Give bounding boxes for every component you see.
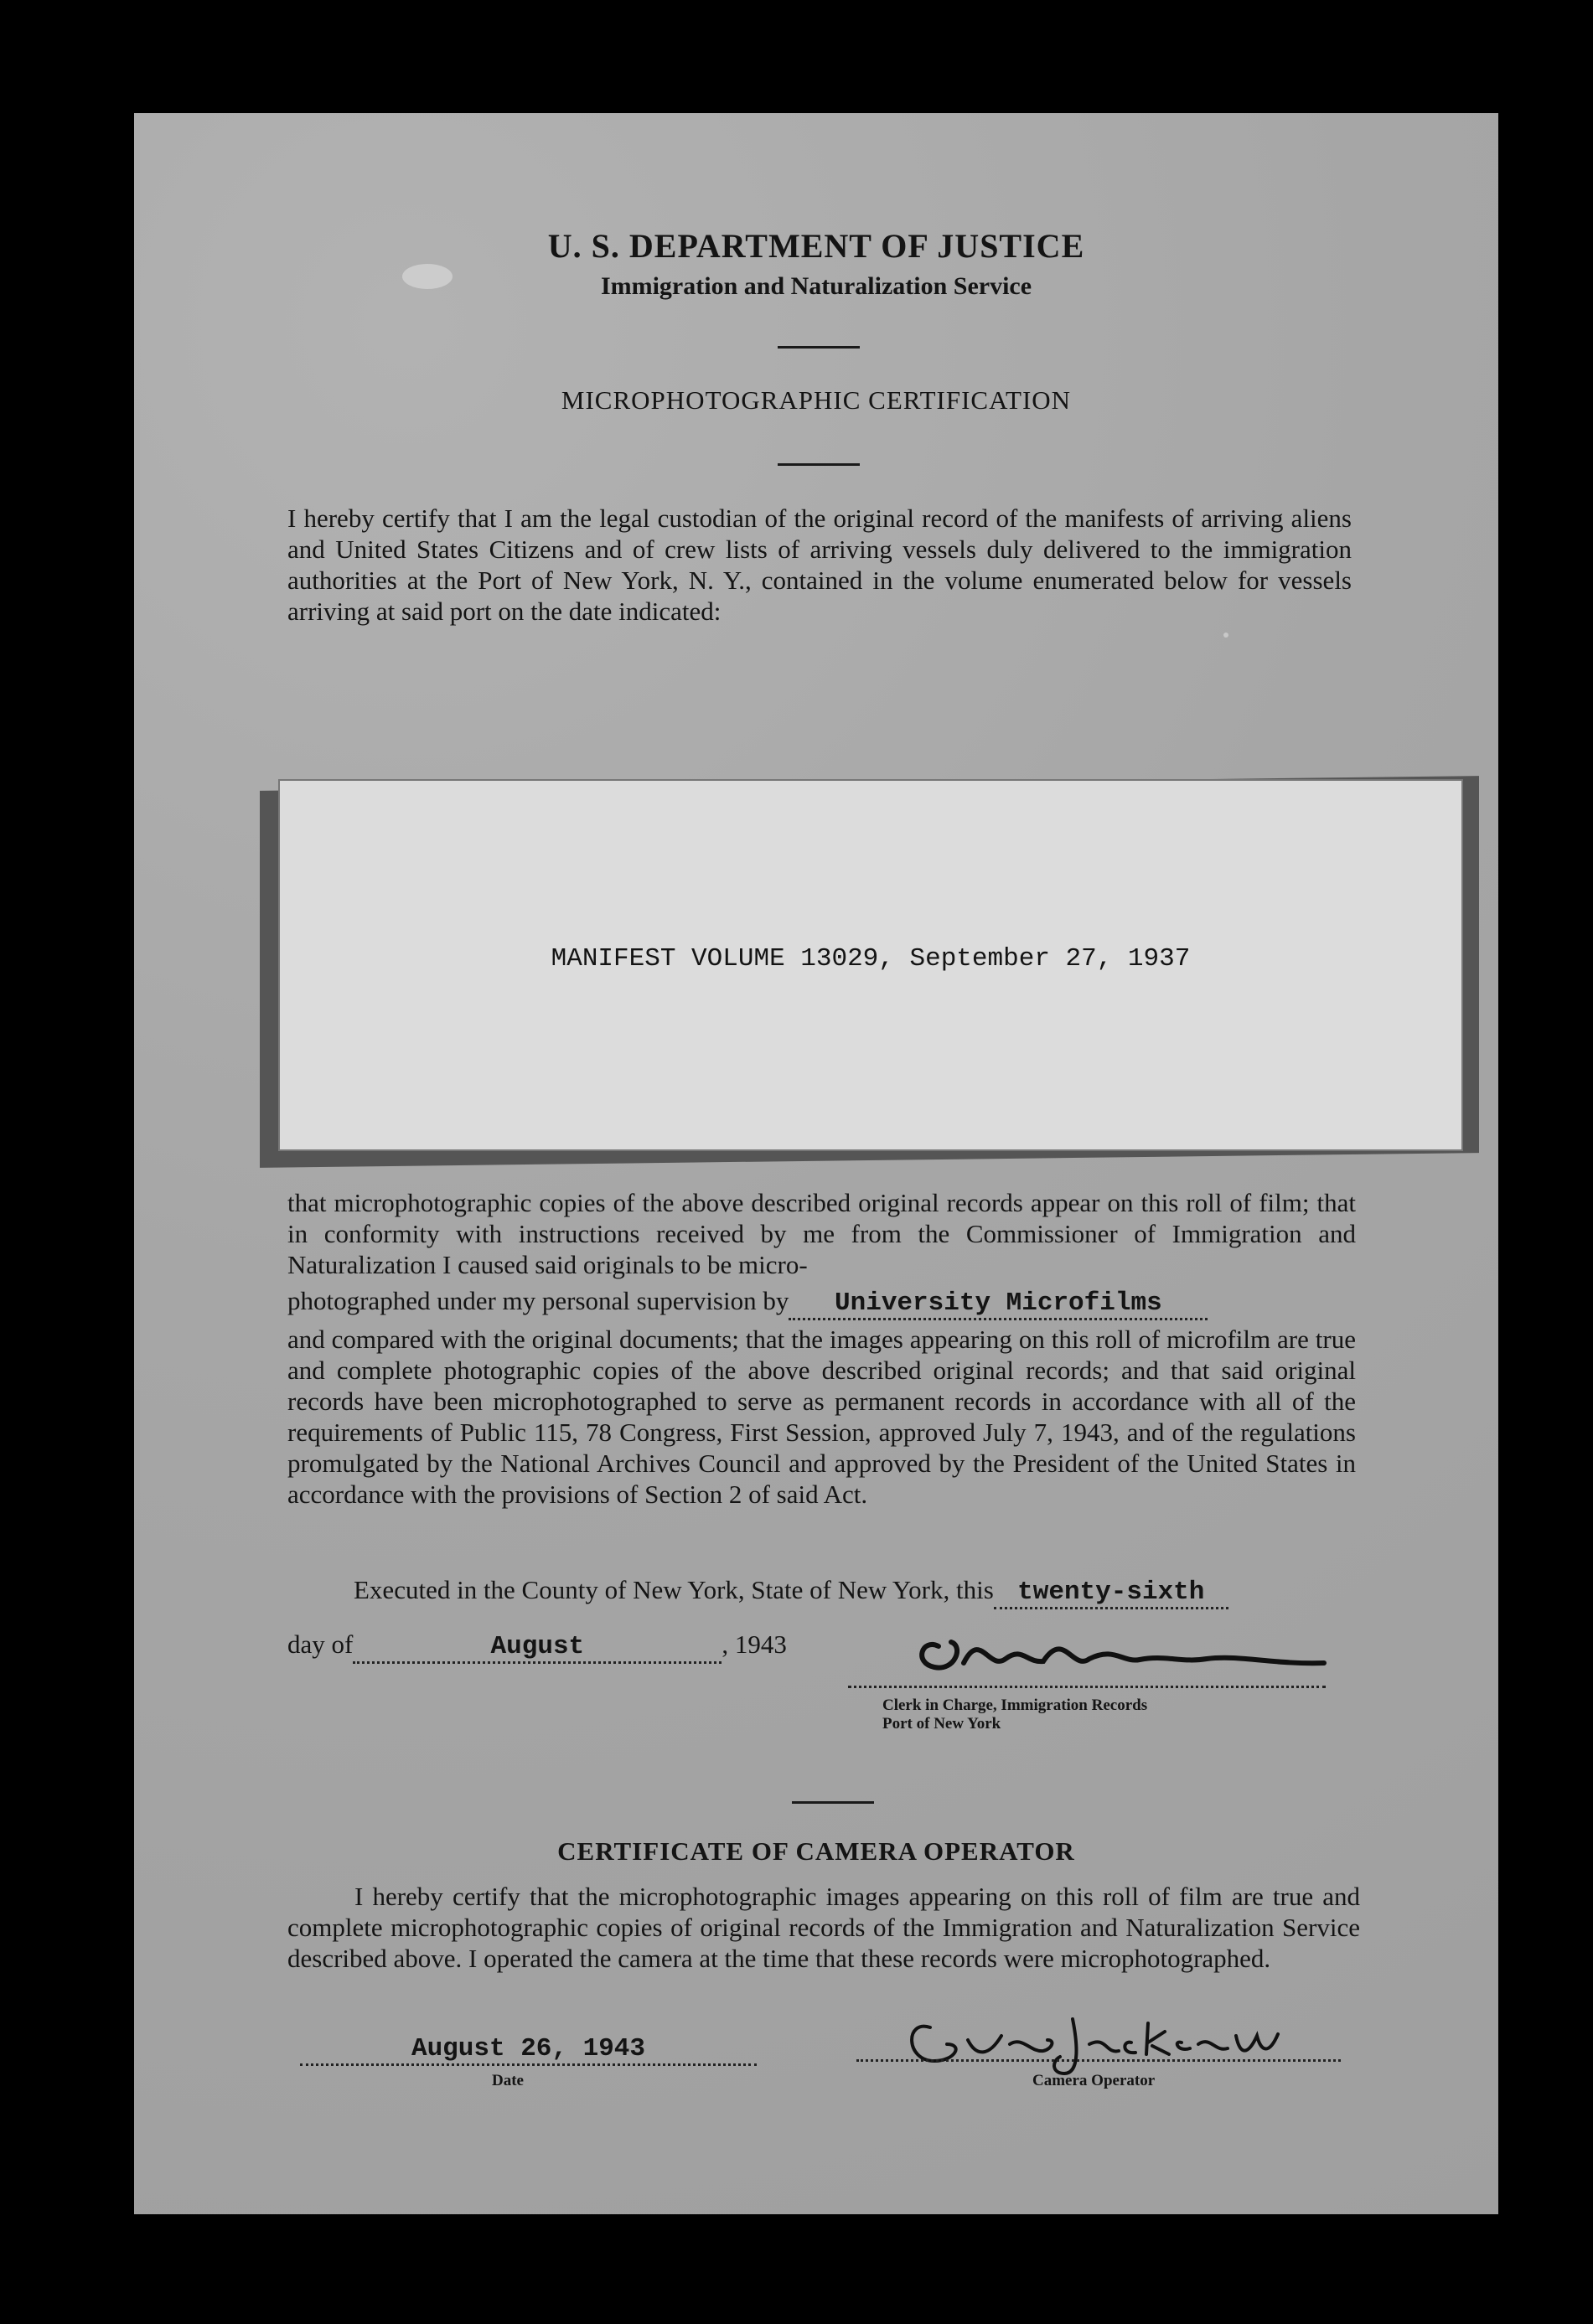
divider — [778, 463, 860, 466]
clerk-port: Port of New York — [882, 1715, 1001, 1733]
camera-certificate-title: CERTIFICATE OF CAMERA OPERATOR — [557, 1836, 1075, 1866]
paper-speck — [1223, 633, 1228, 638]
supervision-prefix: photographed under my personal supervision by — [287, 1286, 789, 1315]
department-heading: U. S. DEPARTMENT OF JUSTICE — [547, 227, 1085, 265]
execution-month: August — [490, 1632, 585, 1661]
intro-paragraph: I hereby certify that I am the legal custodian of the original record of the manifests of arriving aliens and United States Citizens and of crew lists of arriving vessels duly delivered to the immigration authorities at the Port of New York, N. Y., contained in the volume enumerated below for vessels arriving at said port on the date indicated: — [287, 504, 1352, 626]
body-paragraph-part1: that microphotographic copies of the above described original records appear on this roll of film; that in conformity with instructions received by me from the Commissioner of Immigration and Naturalization I caused said originals to be micro- — [287, 1188, 1356, 1279]
execution-date-line — [287, 1629, 787, 1664]
clerk-title: Clerk in Charge, Immigration Records — [882, 1697, 1148, 1714]
day-of-label: day of — [287, 1629, 354, 1659]
certificate-page — [134, 113, 1498, 2214]
volume-slip — [278, 779, 1463, 1151]
operator-signature-line — [856, 2059, 1341, 2062]
execution-month-field — [353, 1629, 722, 1664]
execution-year: , 1943 — [722, 1629, 787, 1659]
operator-date: August 26, 1943 — [411, 2034, 646, 2063]
supervisor-field — [789, 1286, 1208, 1320]
certification-title: MICROPHOTOGRAPHIC CERTIFICATION — [561, 385, 1072, 415]
operator-date-field — [300, 2032, 757, 2066]
execution-prefix: Executed in the County of New York, State of New York, this — [354, 1575, 994, 1604]
supervisor-name: University Microfilms — [835, 1289, 1162, 1318]
date-label: Date — [492, 2072, 524, 2089]
supervision-line — [287, 1286, 1208, 1320]
service-subheading: Immigration and Naturalization Service — [600, 272, 1032, 300]
execution-day: twenty-sixth — [1017, 1578, 1205, 1607]
camera-certificate-text: I hereby certify that the microphotographic images appearing on this roll of film are true and complete microphotographic copies of original records of the Immigration and Naturalization Service described above. I operated the camera at the time that these records were microphotographed. — [287, 1882, 1360, 1973]
execution-day-field — [994, 1575, 1228, 1609]
operator-label: Camera Operator — [1032, 2072, 1156, 2089]
body-paragraph-part2: and compared with the original documents; that the images appearing on this roll of microfilm are true and complete photographic copies of the above described original records; and that said original records have been microphotographed to serve as permanent records in accordance with all of the requirements of Public 115, 78 Congress, First Session, approved July 7, 1943, and of the regulations promulgated by the National Archives Council and approved by the President of the United States in accordance with the provisions of Section 2 of said Act. — [287, 1325, 1356, 1509]
clerk-signature-line — [848, 1686, 1326, 1688]
operator-signature — [897, 2002, 1299, 2082]
divider — [792, 1801, 874, 1804]
divider — [778, 346, 860, 349]
execution-line — [354, 1575, 1228, 1609]
clerk-signature — [888, 1613, 1358, 1688]
volume-label: MANIFEST VOLUME 13029, September 27, 1937 — [551, 944, 1191, 973]
